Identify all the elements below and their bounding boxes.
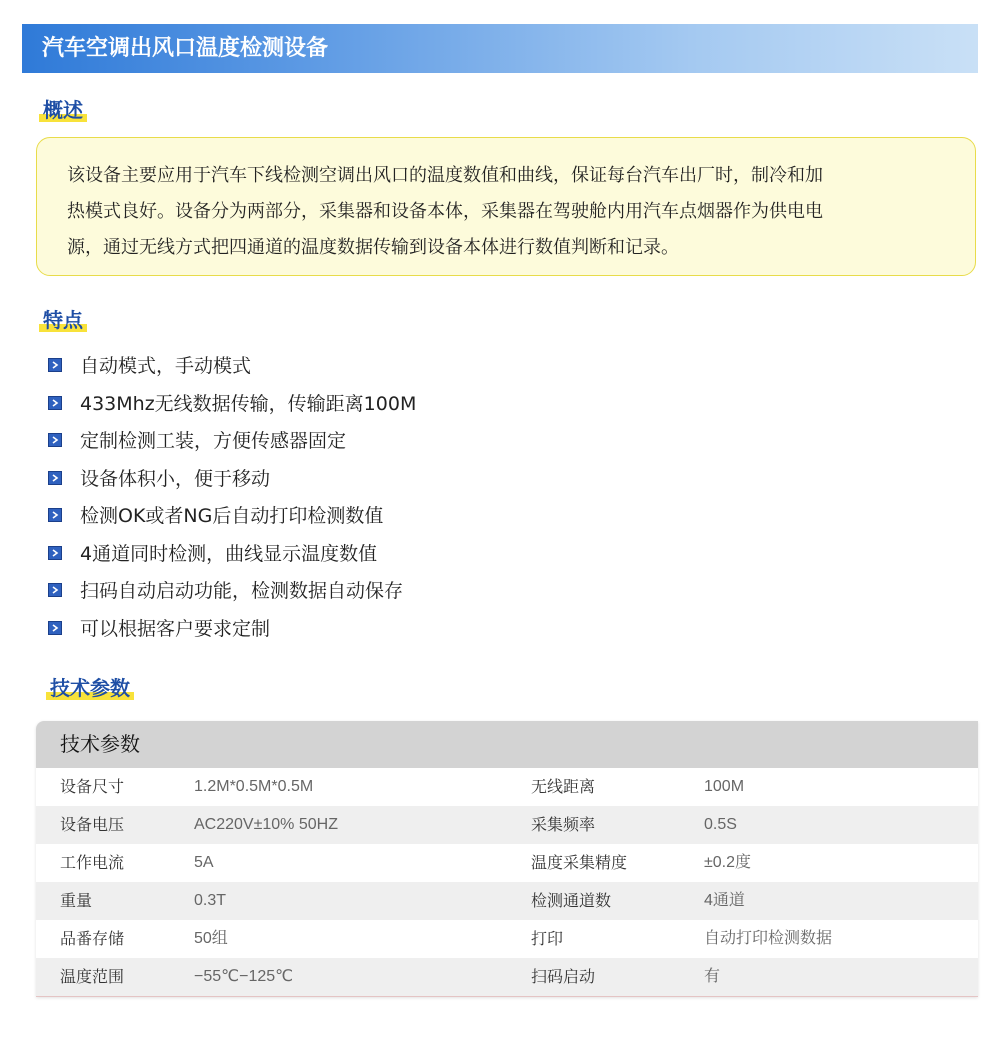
chevron-right-square-icon [48,358,62,372]
spec-label: 扫码启动 [531,967,596,986]
spec-label: 品番存储 [60,929,125,948]
table-row [36,920,978,958]
chevron-right-square-icon [48,583,62,597]
spec-value: 有 [704,968,721,985]
overview-line: 该设备主要应用于汽车下线检测空调出风口的温度数值和曲线，保证每台汽车出厂时，制冷和加 [67,165,823,186]
table-row [36,882,978,920]
feature-item [48,348,416,386]
feature-label: 设备体积小，便于移动 [80,467,271,490]
overview-heading: 概述 [43,94,83,123]
page-title: 汽车空调出风口温度检测设备 [42,36,329,61]
feature-label: 433Mhz无线数据传输，传输距离100M [80,392,417,415]
spec-value: ±0.2度 [704,854,752,871]
page-title-bar [22,24,978,73]
feature-label: 定制检测工装，方便传感器固定 [80,430,347,452]
table-row [36,844,978,882]
overview-box [36,137,976,276]
spec-value: 5A [194,854,214,871]
spec-label: 温度采集精度 [531,853,628,872]
feature-label: 检测OK或者NG后自动打印检测数值 [80,505,384,527]
spec-label: 无线距离 [531,777,596,796]
overview-line: 热模式良好。设备分为两部分，采集器和设备本体，采集器在驾驶舱内用汽车点烟器作为供电电 [67,201,823,222]
spec-label: 打印 [531,929,564,948]
spec-value: 50组 [194,930,228,947]
spec-label: 采集频率 [531,815,596,834]
spec-value: 自动打印检测数据 [704,930,833,947]
table-row [36,806,978,844]
spec-label: 重量 [60,891,93,910]
feature-label: 可以根据客户要求定制 [80,617,271,640]
feature-label: 扫码自动启动功能，检测数据自动保存 [80,580,404,602]
feature-item [48,386,416,424]
spec-value: 0.5S [704,816,737,833]
spec-label: 设备尺寸 [60,777,125,796]
feature-label: 自动模式，手动模式 [80,355,252,377]
spec-value: −55℃−125℃ [194,968,294,985]
chevron-right-square-icon [48,546,62,560]
feature-item [48,573,416,611]
feature-label: 4通道同时检测，曲线显示温度数值 [80,542,378,565]
chevron-right-square-icon [48,508,62,522]
features-list [48,348,416,648]
spec-value: AC220V±10% 50HZ [194,816,338,833]
spec-value: 100M [704,778,745,795]
spec-label: 检测通道数 [531,891,612,910]
spec-value: 4通道 [704,892,745,909]
spec-table-title: 技术参数 [36,721,978,768]
table-row [36,768,978,806]
chevron-right-square-icon [48,471,62,485]
spec-table [36,721,978,997]
spec-label: 温度范围 [60,967,125,986]
spec-value: 0.3T [194,892,227,909]
feature-item [48,536,416,574]
feature-item [48,498,416,536]
chevron-right-square-icon [48,396,62,410]
spec-value: 1.2M*0.5M*0.5M [194,778,314,795]
specs-heading: 技术参数 [50,672,130,701]
feature-item [48,423,416,461]
overview-line: 源，通过无线方式把四通道的温度数据传输到设备本体进行数值判断和记录。 [67,237,679,258]
feature-item [48,461,416,499]
feature-item [48,611,416,649]
table-row [36,958,978,996]
chevron-right-square-icon [48,433,62,447]
spec-label: 工作电流 [60,853,125,872]
features-heading: 特点 [43,304,83,333]
chevron-right-square-icon [48,621,62,635]
spec-label: 设备电压 [60,815,125,834]
